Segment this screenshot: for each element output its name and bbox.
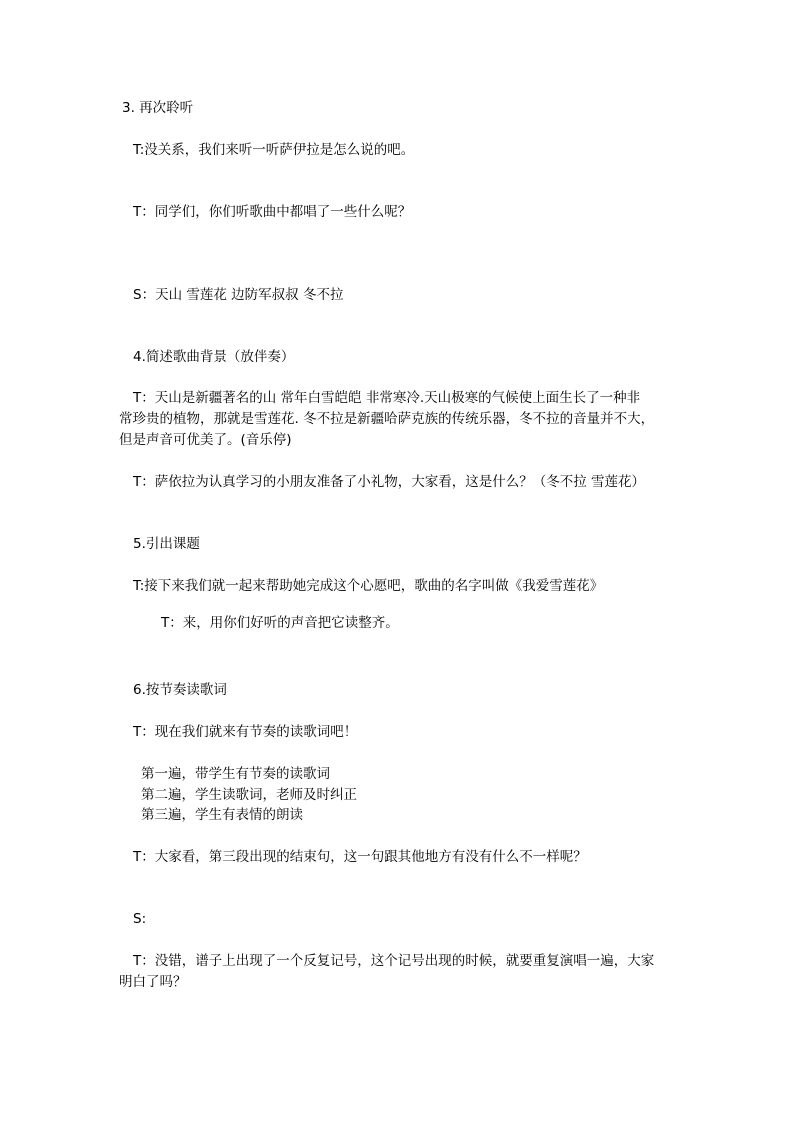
- teacher-line: T：萨依拉为认真学习的小朋友准备了小礼物，大家看，这是什么？（冬不拉 雪莲花）: [133, 474, 646, 490]
- section-heading-3: 3. 再次聆听: [122, 100, 194, 116]
- section-heading-5: 5.引出课题: [133, 536, 200, 552]
- paragraph-line: 但是声音可优美了。(音乐停): [119, 432, 292, 448]
- teacher-line: T:接下来我们就一起来帮助她完成这个心愿吧，歌曲的名字叫做《我爱雪莲花》: [133, 578, 604, 594]
- student-line: S：天山 雪莲花 边防军叔叔 冬不拉: [133, 287, 344, 303]
- paragraph-line: T：没错，谱子上出现了一个反复记号，这个记号出现的时候，就要重复演唱一遍，大家: [133, 953, 655, 969]
- step-item: 第二遍，学生读歌词，老师及时纠正: [141, 787, 357, 803]
- teacher-line: T：现在我们就来有节奏的读歌词吧！: [133, 724, 358, 740]
- paragraph-line: 明白了吗？: [119, 974, 187, 990]
- paragraph-line: 常珍贵的植物，那就是雪莲花. 冬不拉是新疆哈萨克族的传统乐器，冬不拉的音量并不大，: [119, 411, 655, 427]
- section-heading-4: 4.简述歌曲背景（放伴奏）: [133, 349, 295, 365]
- teacher-line: T：来，用你们好听的声音把它读整齐。: [161, 615, 399, 631]
- step-item: 第一遍，带学生有节奏的读歌词: [141, 766, 330, 782]
- step-item: 第三遍，学生有表情的朗读: [141, 807, 303, 823]
- teacher-line: T：同学们，你们听歌曲中都唱了一些什么呢？: [133, 204, 412, 220]
- paragraph-line: T：天山是新疆著名的山 常年白雪皑皑 非常寒冷.天山极寒的气候使上面生长了一种非: [133, 390, 641, 406]
- teacher-line: T：大家看，第三段出现的结束句，这一句跟其他地方有没有什么不一样呢？: [133, 849, 587, 865]
- section-heading-6: 6.按节奏读歌词: [133, 682, 227, 698]
- student-line: S:: [133, 911, 147, 927]
- teacher-line: T:没关系，我们来听一听萨伊拉是怎么说的吧。: [133, 142, 415, 158]
